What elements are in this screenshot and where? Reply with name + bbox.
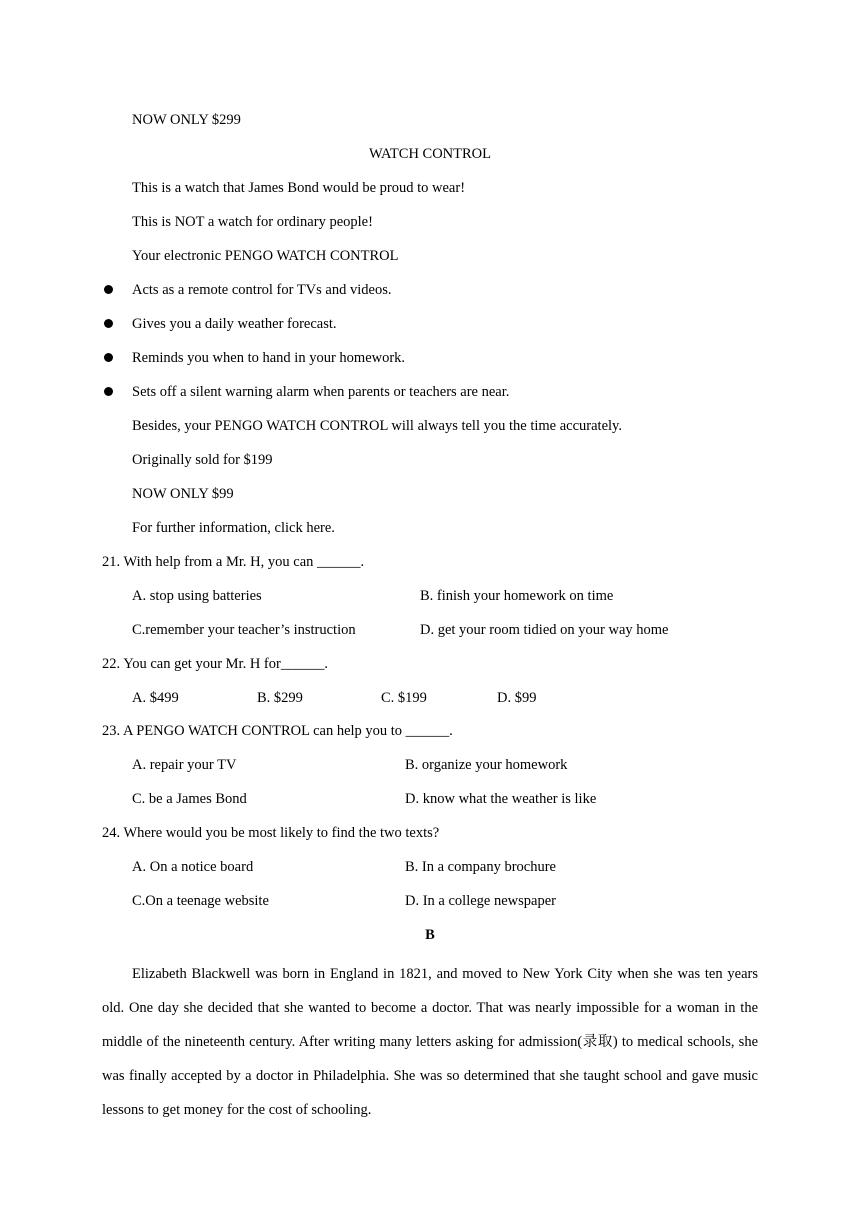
option-d: D. know what the weather is like [405,791,597,807]
feature-item-3: Reminds you when to hand in your homework. [132,350,406,366]
original-price: Originally sold for $199 [132,452,273,468]
besides-text: Besides, your PENGO WATCH CONTROL will always tell you the time accurately. [132,418,622,434]
option-a: A. $499 [132,690,179,706]
question-stem: 21. With help from a Mr. H, you can ______. [102,554,365,570]
option-c: C. be a James Bond [132,791,247,807]
option-b: B. organize your homework [405,757,568,773]
now-price: NOW ONLY $99 [132,486,234,502]
bullet-icon [104,387,113,396]
passage-paragraph: Elizabeth Blackwell was born in England in 1821, and moved to New York City when she was ten years old. One day she decided that she wanted to become a doctor. That was nearly impossible for a woman in the middle of the nineteenth century. After writing many letters asking for admission(录取) to medical schools, she was finally accepted by a doctor in Philadelphia. She was so determined that she taught school and gave music lessons to get money for the cost of schooling. [102,966,758,1118]
option-d: D. $99 [497,690,537,706]
question-stem: 24. Where would you be most likely to find the two texts? [102,825,440,841]
ad-line-1: This is a watch that James Bond would be proud to wear! [132,180,466,196]
option-c: C.remember your teacher’s instruction [132,622,356,638]
option-b: B. In a company brochure [405,859,556,875]
ad-title: WATCH CONTROL [368,146,492,162]
option-d: D. get your room tidied on your way home [420,622,669,638]
price-now-previous: NOW ONLY $299 [132,112,241,128]
ad-line-3: Your electronic PENGO WATCH CONTROL [132,248,399,264]
option-a: A. stop using batteries [132,588,262,604]
bullet-icon [104,285,113,294]
option-b: B. $299 [257,690,303,706]
further-info-link[interactable]: For further information, click here. [132,520,335,536]
section-heading: B [425,927,435,943]
question-stem: 23. A PENGO WATCH CONTROL can help you to ______. [102,723,453,739]
question-stem: 22. You can get your Mr. H for______. [102,656,328,672]
option-c: C.On a teenage website [132,893,269,909]
feature-item-1: Acts as a remote control for TVs and videos. [132,282,392,298]
bullet-icon [104,319,113,328]
bullet-icon [104,353,113,362]
feature-item-2: Gives you a daily weather forecast. [132,316,337,332]
ad-line-2: This is NOT a watch for ordinary people! [132,214,373,230]
feature-item-4: Sets off a silent warning alarm when parents or teachers are near. [132,384,510,400]
option-a: A. repair your TV [132,757,237,773]
option-b: B. finish your homework on time [420,588,614,604]
option-d: D. In a college newspaper [405,893,556,909]
option-c: C. $199 [381,690,427,706]
option-a: A. On a notice board [132,859,254,875]
